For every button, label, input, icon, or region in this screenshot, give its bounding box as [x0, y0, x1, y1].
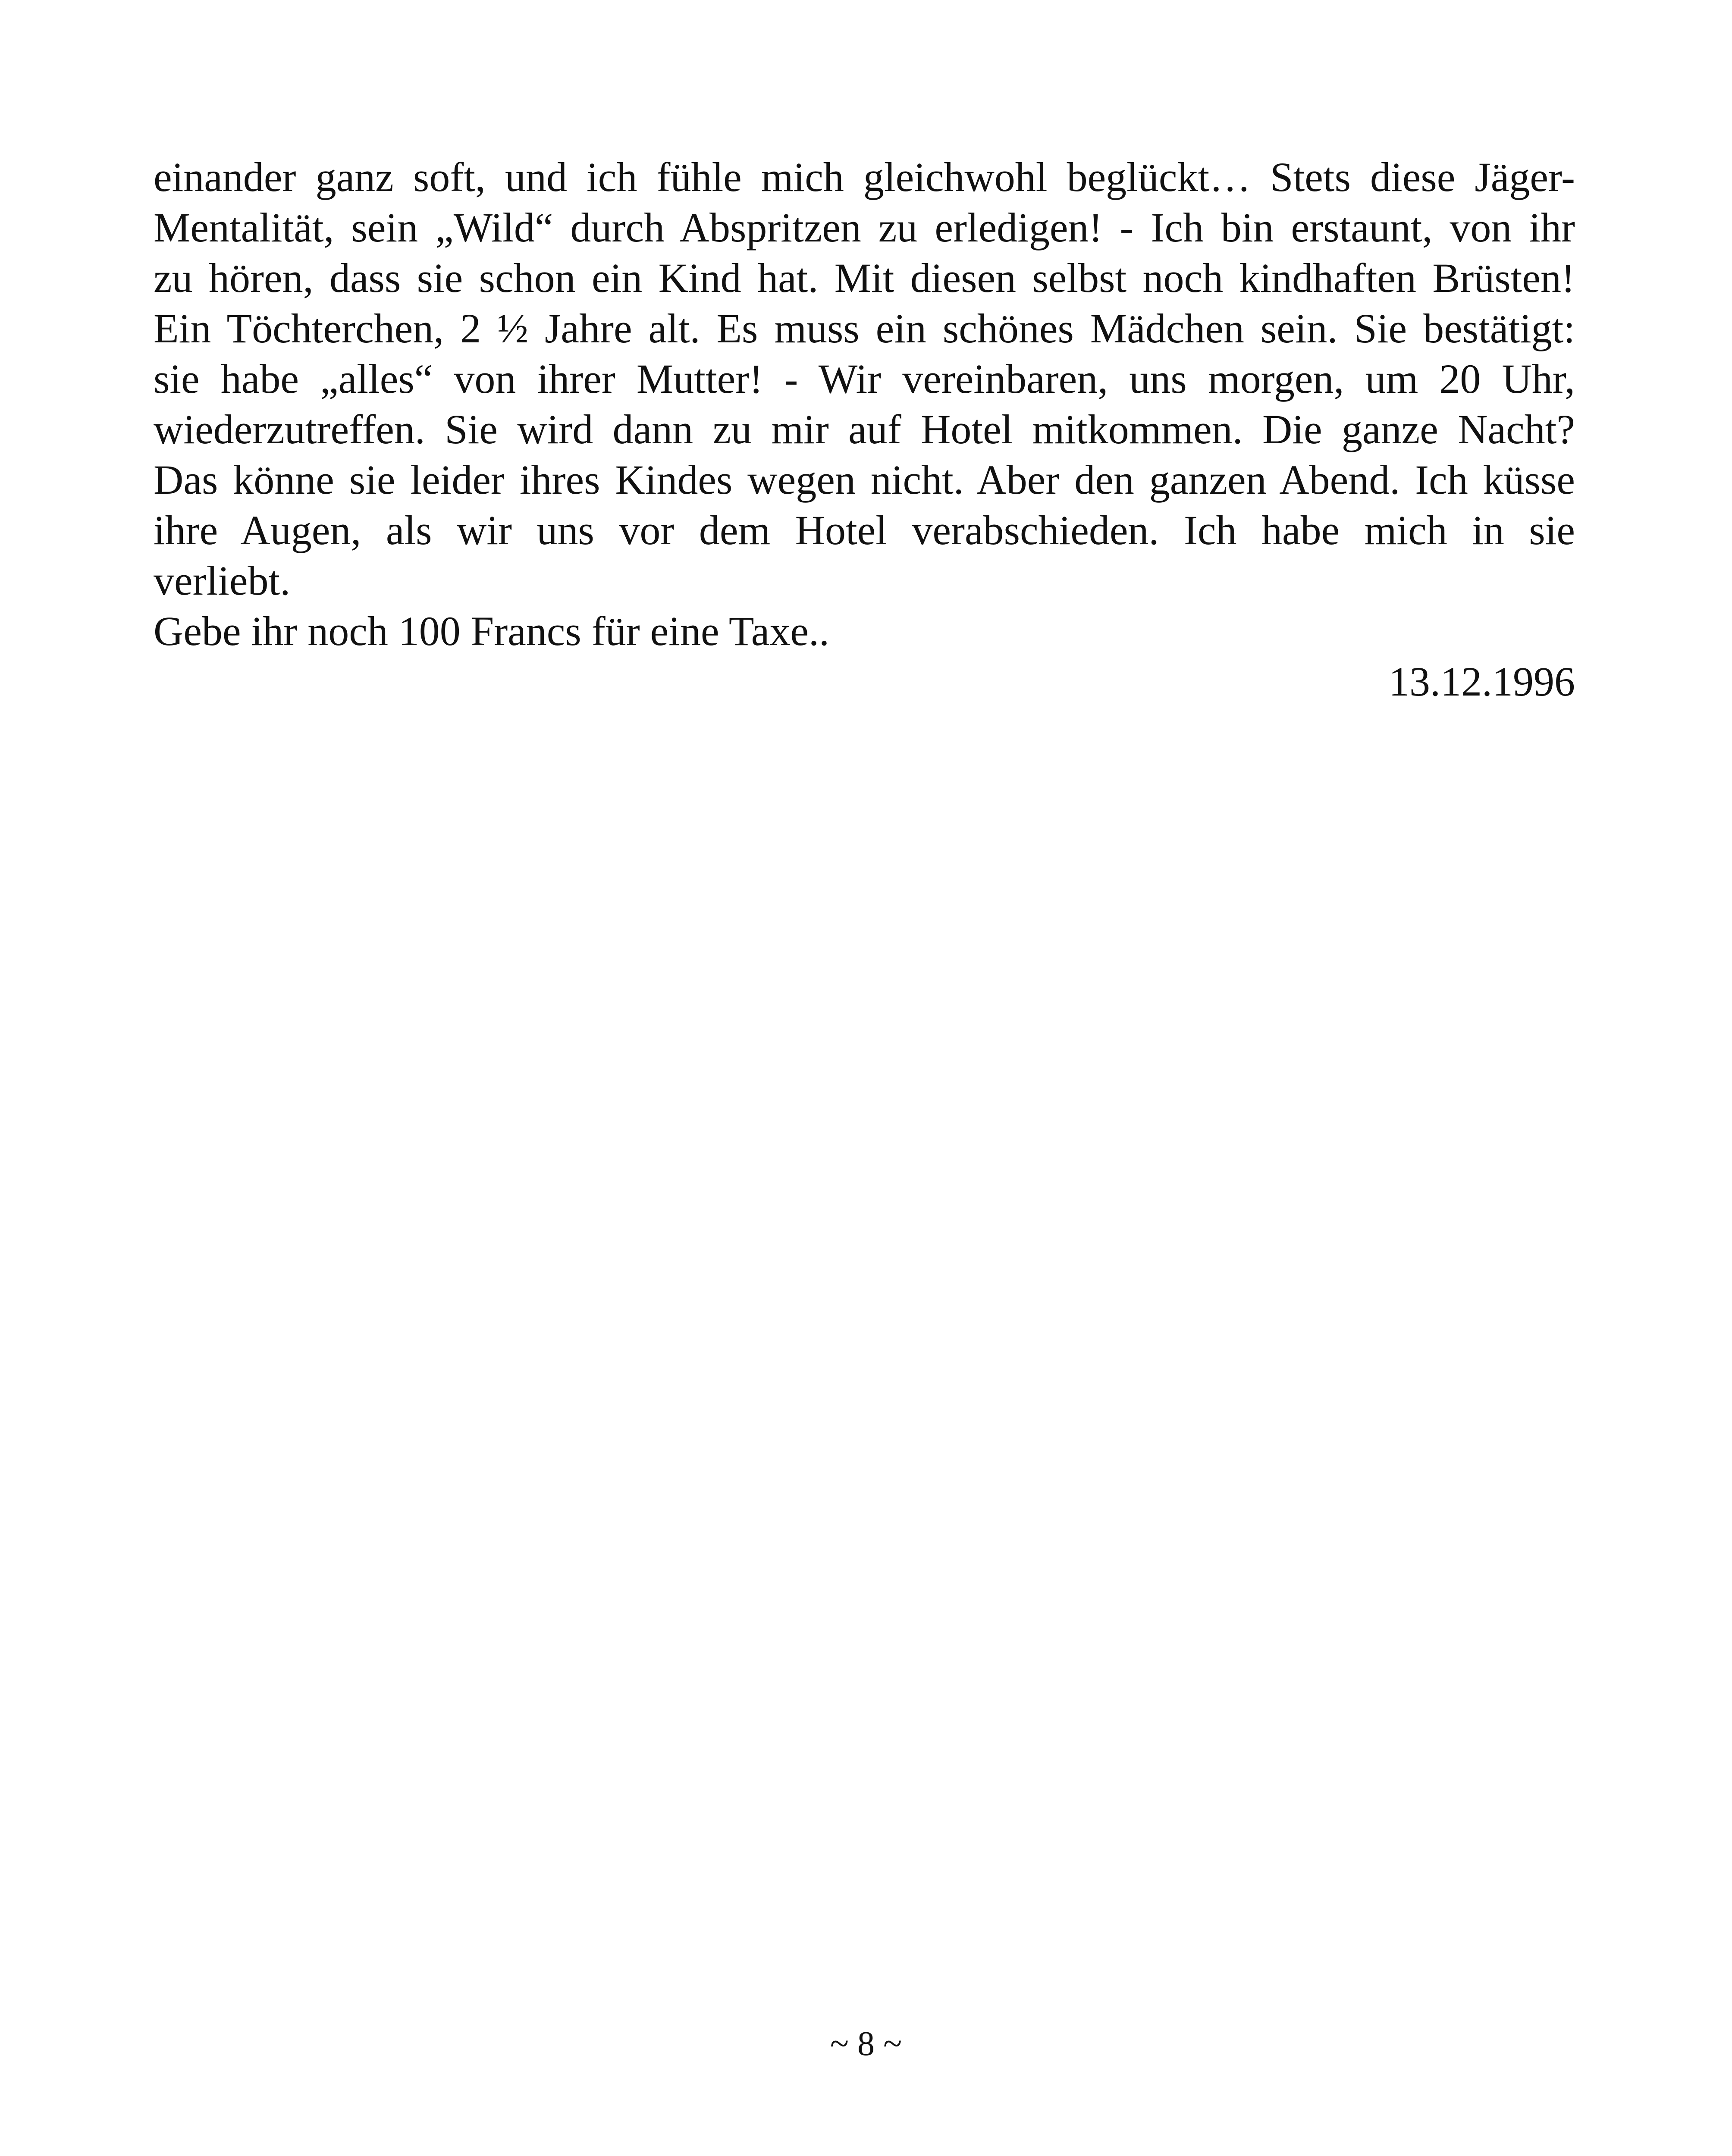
text-line: sie habe „alles“ von ihrer Mutter! - Wir vereinbaren, uns morgen, um 20 Uhr, — [154, 356, 1575, 402]
text-line: einander ganz soft, und ich fühle mich gleichwohl beglückt… Stets diese Jäger- — [154, 154, 1575, 200]
text-line: Ein Töchterchen, 2 ½ Jahre alt. Es muss ein schönes Mädchen sein. Sie bestätigt: — [154, 305, 1575, 351]
text-line: verliebt. — [154, 558, 291, 604]
text-line: wiederzutreffen. Sie wird dann zu mir auf Hotel mitkommen. Die ganze Nacht? — [154, 406, 1575, 452]
body-text — [154, 152, 1575, 707]
text-line: Gebe ihr noch 100 Francs für eine Taxe.. — [154, 608, 829, 654]
text-line: Das könne sie leider ihres Kindes wegen nicht. Aber den ganzen Abend. Ich küsse — [154, 457, 1575, 503]
text-line: Mentalität, sein „Wild“ durch Abspritzen zu erledigen! - Ich bin erstaunt, von ihr — [154, 204, 1575, 251]
text-line: ihre Augen, als wir uns vor dem Hotel verabschieden. Ich habe mich in sie — [154, 507, 1575, 553]
entry-date: 13.12.1996 — [1389, 658, 1575, 705]
page-number: ~ 8 ~ — [830, 2025, 902, 2063]
text-line: zu hören, dass sie schon ein Kind hat. Mit diesen selbst noch kindhaften Brüsten! — [154, 255, 1575, 301]
